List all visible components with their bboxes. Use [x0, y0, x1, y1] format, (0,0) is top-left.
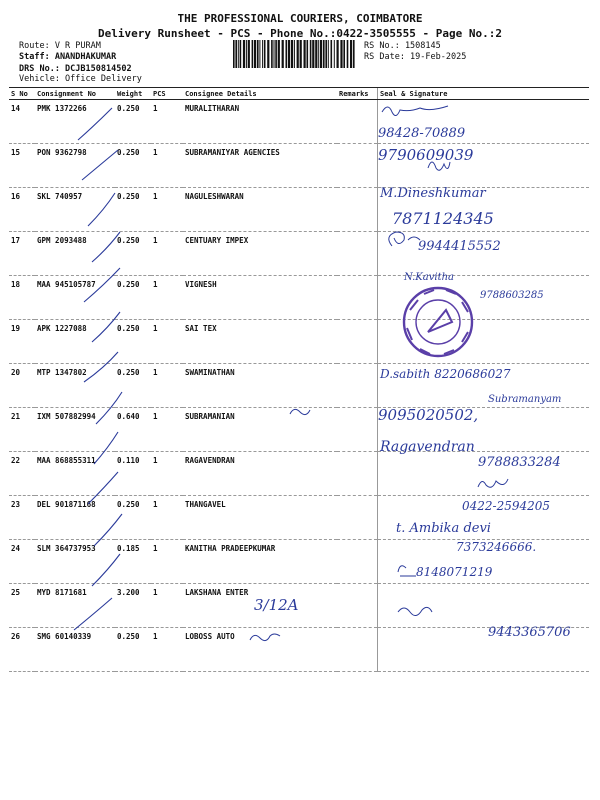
cell-pcs: 1 — [151, 232, 183, 276]
table-row — [9, 452, 589, 496]
cell-consignment: PON 9362798 — [35, 144, 115, 188]
cell-seal — [378, 100, 590, 144]
table-row — [9, 188, 589, 232]
col-seal: Seal & Signature — [378, 88, 590, 100]
cell-remarks — [337, 452, 378, 496]
cell-pcs: 1 — [151, 276, 183, 320]
barcode-bar — [318, 40, 319, 68]
cell-seal — [378, 452, 590, 496]
cell-consignee: SWAMINATHAN — [183, 364, 337, 408]
cell-sno: 19 — [9, 320, 35, 364]
cell-consignment: SKL 740957 — [35, 188, 115, 232]
barcode-bar — [288, 40, 290, 68]
cell-consignee: NAGULESHWARAN — [183, 188, 337, 232]
cell-sno: 18 — [9, 276, 35, 320]
table-row — [9, 232, 589, 276]
cell-consignment: APK 1227088 — [35, 320, 115, 364]
runsheet-title: Delivery Runsheet - PCS - Phone No.:0422-3505555 - Page No.:2 — [98, 27, 502, 40]
cell-seal — [378, 144, 590, 188]
cell-seal — [378, 320, 590, 364]
cell-remarks — [337, 232, 378, 276]
barcode-bar — [286, 40, 288, 68]
barcode-bar — [350, 40, 352, 68]
barcode-bar — [262, 40, 263, 68]
cell-consignment: MAA 945105787 — [35, 276, 115, 320]
cell-remarks — [337, 100, 378, 144]
handwritten-address: 3/12A — [254, 596, 299, 614]
cell-seal — [378, 364, 590, 408]
cell-weight: 0.250 — [115, 144, 151, 188]
cell-consignment: GPM 2093488 — [35, 232, 115, 276]
barcode-bar — [235, 40, 237, 68]
col-consignment: Consignment No — [35, 88, 115, 100]
cell-sno: 26 — [9, 628, 35, 672]
barcode-bar — [310, 40, 312, 68]
col-weight: Weight — [115, 88, 151, 100]
barcode-bar — [252, 40, 254, 68]
handwritten-phone: 98428-70889 — [378, 126, 466, 141]
cell-pcs: 1 — [151, 364, 183, 408]
handwritten-phone: 9788833284 — [478, 455, 561, 470]
cell-pcs: 1 — [151, 408, 183, 452]
cell-consignment: DEL 901871168 — [35, 496, 115, 540]
handwritten-phone: 9443365706 — [488, 625, 571, 640]
cell-sno: 25 — [9, 584, 35, 628]
cell-sno: 23 — [9, 496, 35, 540]
cell-consignee: THANGAVEL — [183, 496, 337, 540]
col-sno: S No — [9, 88, 35, 100]
cell-weight: 0.250 — [115, 188, 151, 232]
cell-seal — [378, 496, 590, 540]
cell-sno: 17 — [9, 232, 35, 276]
cell-remarks — [337, 496, 378, 540]
handwritten-phone: 9944415552 — [418, 239, 501, 254]
cell-consignment: PMK 1372266 — [35, 100, 115, 144]
barcode-bar — [312, 40, 314, 68]
cell-remarks — [337, 408, 378, 452]
cell-weight: 0.110 — [115, 452, 151, 496]
cell-sno: 21 — [9, 408, 35, 452]
barcode-bar — [315, 40, 317, 68]
cell-consignee: SAI TEX — [183, 320, 337, 364]
table-row — [9, 364, 589, 408]
rs-date: RS Date: 19-Feb-2025 — [364, 52, 467, 62]
cell-remarks — [337, 364, 378, 408]
table-row — [9, 540, 589, 584]
cell-remarks — [337, 276, 378, 320]
vehicle-text: Vehicle: Office Delivery — [19, 74, 142, 84]
cell-seal — [378, 540, 590, 584]
cell-consignee: LOBOSS AUTO — [183, 628, 337, 672]
barcode-bar — [323, 40, 325, 68]
table-row — [9, 144, 589, 188]
table-row — [9, 584, 589, 628]
cell-pcs: 1 — [151, 496, 183, 540]
cell-weight: 0.185 — [115, 540, 151, 584]
cell-seal — [378, 628, 590, 672]
cell-consignment: SMG 60140339 — [35, 628, 115, 672]
cell-consignment: MYD 8171681 — [35, 584, 115, 628]
barcode-bar — [337, 40, 339, 68]
barcode-bar — [278, 40, 280, 68]
barcode-bar — [343, 40, 345, 68]
cell-seal — [378, 232, 590, 276]
barcode-bar — [233, 40, 235, 68]
barcode-bar — [320, 40, 322, 68]
cell-seal — [378, 276, 590, 320]
cell-weight: 0.250 — [115, 628, 151, 672]
cell-pcs: 1 — [151, 540, 183, 584]
handwritten-name: D.sabith 8220686027 — [380, 367, 511, 381]
handwritten-name: Subramanyam — [488, 394, 562, 405]
barcode-bar — [282, 40, 284, 68]
cell-weight: 0.250 — [115, 320, 151, 364]
cell-consignee: SUBRAMANIYAR AGENCIES — [183, 144, 337, 188]
cell-weight: 3.200 — [115, 584, 151, 628]
cell-consignment: MAA 868855311 — [35, 452, 115, 496]
cell-pcs: 1 — [151, 452, 183, 496]
barcode-bar — [257, 40, 259, 68]
col-remarks: Remarks — [337, 88, 378, 100]
route-text: Route: V R PURAM — [19, 41, 101, 51]
table-row — [9, 320, 589, 364]
cell-consignee: CENTUARY IMPEX — [183, 232, 337, 276]
barcode-bar — [246, 40, 247, 68]
cell-weight: 0.250 — [115, 100, 151, 144]
cell-consignee: KANITHA PRADEEPKUMAR — [183, 540, 337, 584]
cell-pcs: 1 — [151, 628, 183, 672]
barcode-bar — [274, 40, 275, 68]
handwritten-name: N.Kavitha — [404, 272, 454, 283]
barcode-bar — [307, 40, 309, 68]
handwritten-name: t. Ambika devi — [396, 521, 491, 536]
cell-remarks — [337, 584, 378, 628]
cell-sno: 16 — [9, 188, 35, 232]
company-name: THE PROFESSIONAL COURIERS, COIMBATORE — [177, 12, 423, 25]
cell-pcs: 1 — [151, 320, 183, 364]
cell-weight: 0.250 — [115, 232, 151, 276]
barcode-bar — [353, 40, 355, 68]
cell-consignee: MURALITHARAN — [183, 100, 337, 144]
barcode-bar — [331, 40, 333, 68]
barcode-bar — [291, 40, 293, 68]
cell-remarks — [337, 540, 378, 584]
table-row — [9, 496, 589, 540]
rs-number: RS No.: 1508145 — [364, 41, 441, 51]
cell-sno: 24 — [9, 540, 35, 584]
handwritten-phone: 9095020502, — [378, 406, 479, 424]
barcode-bar — [240, 40, 242, 68]
cell-seal — [378, 408, 590, 452]
runsheet-table — [9, 87, 589, 672]
col-consignee: Consignee Details — [183, 88, 337, 100]
barcode-bar — [254, 40, 256, 68]
handwritten-phone: 8148071219 — [416, 565, 493, 579]
col-pcs: PCS — [151, 88, 183, 100]
handwritten-phone: 0422-2594205 — [462, 499, 551, 513]
barcode-bar — [238, 40, 239, 68]
table-row — [9, 100, 589, 144]
table-row — [9, 408, 589, 452]
cell-pcs: 1 — [151, 584, 183, 628]
cell-weight: 0.640 — [115, 408, 151, 452]
barcode-bar — [267, 40, 269, 68]
cell-weight: 0.250 — [115, 496, 151, 540]
cell-sno: 14 — [9, 100, 35, 144]
barcode-bar — [275, 40, 277, 68]
barcode-bar — [259, 40, 260, 68]
barcode-bar — [340, 40, 342, 68]
cell-consignee: VIGNESH — [183, 276, 337, 320]
cell-weight: 0.250 — [115, 276, 151, 320]
cell-consignee: LAKSHANA ENTER — [183, 584, 337, 628]
table-row — [9, 276, 589, 320]
handwritten-phone: 7373246666. — [456, 540, 537, 554]
barcode-bar — [300, 40, 302, 68]
cell-remarks — [337, 188, 378, 232]
cell-remarks — [337, 144, 378, 188]
cell-consignment: SLM 364737953 — [35, 540, 115, 584]
barcode-bar — [271, 40, 273, 68]
barcode-bar — [328, 40, 329, 68]
cell-consignee: RAGAVENDRAN — [183, 452, 337, 496]
barcode-bar — [297, 40, 299, 68]
cell-remarks — [337, 628, 378, 672]
handwritten-phone: 7871124345 — [392, 209, 494, 228]
cell-sno: 22 — [9, 452, 35, 496]
cell-consignment: MTP 1347802 — [35, 364, 115, 408]
barcode-bar — [248, 40, 250, 68]
handwritten-phone: 9790609039 — [378, 146, 474, 164]
cell-remarks — [337, 320, 378, 364]
barcode-bar — [264, 40, 266, 68]
barcode-bar — [347, 40, 349, 68]
cell-consignee: SUBRAMANIAN — [183, 408, 337, 452]
handwritten-name: Ragavendran — [380, 439, 475, 455]
barcode-bar — [304, 40, 306, 68]
cell-pcs: 1 — [151, 100, 183, 144]
cell-seal — [378, 584, 590, 628]
table-header-row — [9, 88, 589, 100]
handwritten-phone: 9788603285 — [480, 290, 544, 301]
cell-weight: 0.250 — [115, 364, 151, 408]
cell-pcs: 1 — [151, 144, 183, 188]
barcode-bar — [294, 40, 295, 68]
cell-seal — [378, 188, 590, 232]
cell-pcs: 1 — [151, 188, 183, 232]
cell-consignment: IXM 507882994 — [35, 408, 115, 452]
drs-number: DRS No.: DCJB150814502 — [19, 64, 132, 74]
cell-sno: 20 — [9, 364, 35, 408]
barcode — [233, 40, 357, 68]
barcode-bar — [334, 40, 335, 68]
table-row — [9, 628, 589, 672]
staff-text: Staff: ANANDHAKUMAR — [19, 52, 117, 62]
barcode-bar — [325, 40, 327, 68]
handwritten-name: M.Dineshkumar — [380, 186, 486, 201]
barcode-bar — [243, 40, 245, 68]
cell-sno: 15 — [9, 144, 35, 188]
